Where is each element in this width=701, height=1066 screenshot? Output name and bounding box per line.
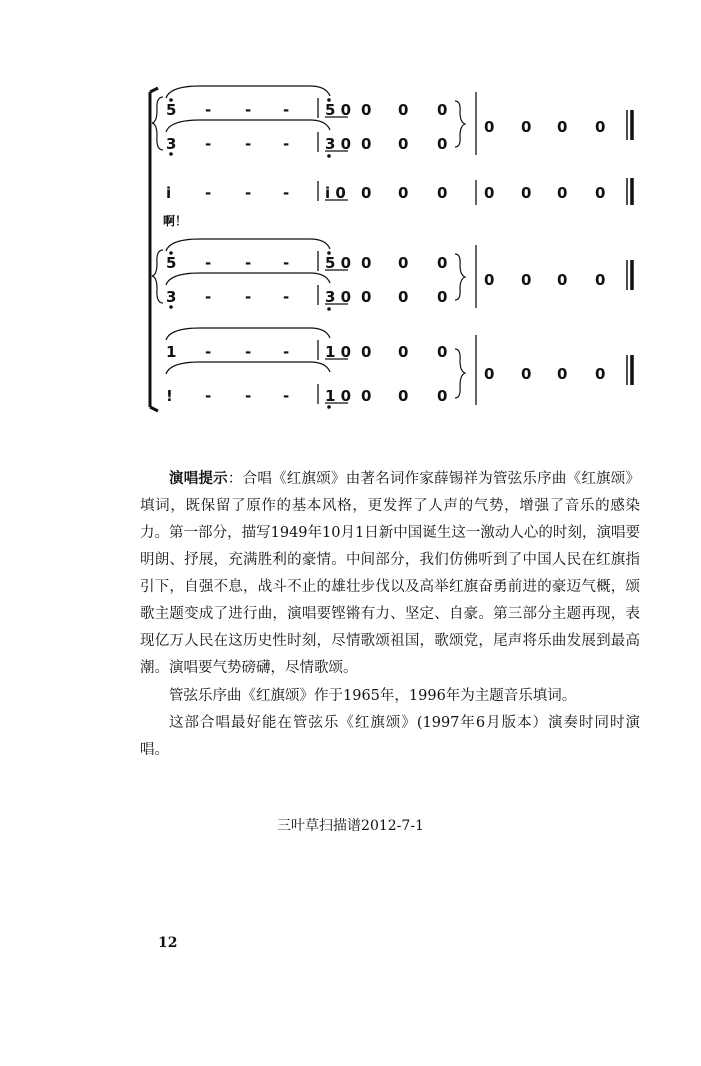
note: 3 0 [325, 135, 352, 153]
note: 1 0 [325, 343, 352, 361]
performance-notes-body: ：合唱《红旗颂》由著名词作家薛锡祥为管弦乐序曲《红旗颂》填词，既保留了原作的基本风格，更发挥了人声的气势，增强了音乐的感染力。第一部分，描写1949年10月1日新中国诞生这一激动人心的时刻，演唱要明朗、抒展，充满胜利的豪情。中间部分，我们仿佛听到了中国人民在红旗指引下，自强不息，战斗不止的雄壮步伐以及高举红旗奋勇前进的豪迈气概，颂歌主题变成了进行曲，演唱要铿锵有力、坚定、自豪。第三部分主题再现，表现亿万人民在这历史性时刻，尽情歌颂祖国，歌颂党，尾声将乐曲发展到最高潮。演唱要气势磅礴，尽情歌颂。 [140, 471, 641, 676]
note: - [205, 288, 212, 306]
scan-credit: 三叶草扫描谱2012-7-1 [277, 818, 424, 834]
note: - [205, 343, 212, 361]
note: - [205, 101, 212, 119]
note: 0 [361, 343, 372, 361]
note: - [283, 135, 290, 153]
note: - [205, 254, 212, 272]
composition-note: 管弦乐序曲《红旗颂》作于1965年，1996年为主题音乐填词。 [169, 688, 577, 704]
note: 0 [398, 101, 409, 119]
note: 5 0 [325, 101, 352, 119]
note: 0 [521, 184, 532, 202]
performance-notes [140, 465, 640, 682]
note: 0 [361, 254, 372, 272]
note: - [245, 343, 252, 361]
note: 0 [398, 343, 409, 361]
note: 0 [437, 288, 448, 306]
note: - [245, 135, 252, 153]
note: - [245, 254, 252, 272]
note: 0 [398, 254, 409, 272]
note: 0 [557, 271, 568, 289]
note: - [205, 387, 212, 405]
note: 0 [595, 118, 606, 136]
note: 0 [437, 135, 448, 153]
note: 0 [398, 184, 409, 202]
note: 0 [521, 118, 532, 136]
note: 0 [484, 271, 495, 289]
note: 0 [557, 365, 568, 383]
note: - [245, 184, 252, 202]
note: 0 [361, 101, 372, 119]
note: 0 [595, 184, 606, 202]
note: ! [166, 387, 173, 405]
note: 0 [361, 387, 372, 405]
note: - [283, 254, 290, 272]
music-score [0, 0, 701, 440]
note: - [283, 101, 290, 119]
note: i [166, 184, 172, 202]
note: 0 [521, 365, 532, 383]
note: - [245, 288, 252, 306]
note: 0 [398, 387, 409, 405]
note: 0 [398, 288, 409, 306]
note: i 0 [325, 184, 346, 202]
note: 0 [398, 135, 409, 153]
note: 0 [595, 271, 606, 289]
note: 1 0 [325, 387, 352, 405]
note: - [283, 343, 290, 361]
note: 0 [437, 343, 448, 361]
note: - [283, 288, 290, 306]
note: - [245, 101, 252, 119]
note: 0 [484, 184, 495, 202]
note: 5 [166, 101, 177, 119]
note: - [205, 184, 212, 202]
note: - [283, 184, 290, 202]
performance-notes-label: 演唱提示 [169, 470, 228, 487]
note: 3 0 [325, 288, 352, 306]
page-number: 12 [158, 935, 178, 951]
note: 0 [437, 101, 448, 119]
note: 0 [484, 118, 495, 136]
note: - [205, 135, 212, 153]
note: 5 [166, 254, 177, 272]
note: 0 [557, 118, 568, 136]
note: 0 [361, 288, 372, 306]
accompaniment-note: 这部合唱最好能在管弦乐《红旗颂》(1997年6月版本）演奏时同时演唱。 [140, 715, 640, 758]
note: 0 [484, 365, 495, 383]
note: 1 [166, 343, 177, 361]
note: 0 [437, 184, 448, 202]
note: 3 [166, 288, 177, 306]
note: 0 [361, 135, 372, 153]
note: 0 [595, 365, 606, 383]
note: 0 [437, 387, 448, 405]
note: 0 [521, 271, 532, 289]
note: 0 [437, 254, 448, 272]
lyric: 啊！ [163, 214, 188, 228]
note: 0 [557, 184, 568, 202]
note: 3 [166, 135, 177, 153]
note: - [245, 387, 252, 405]
note: 5 0 [325, 254, 352, 272]
note: - [283, 387, 290, 405]
note: 0 [361, 184, 372, 202]
